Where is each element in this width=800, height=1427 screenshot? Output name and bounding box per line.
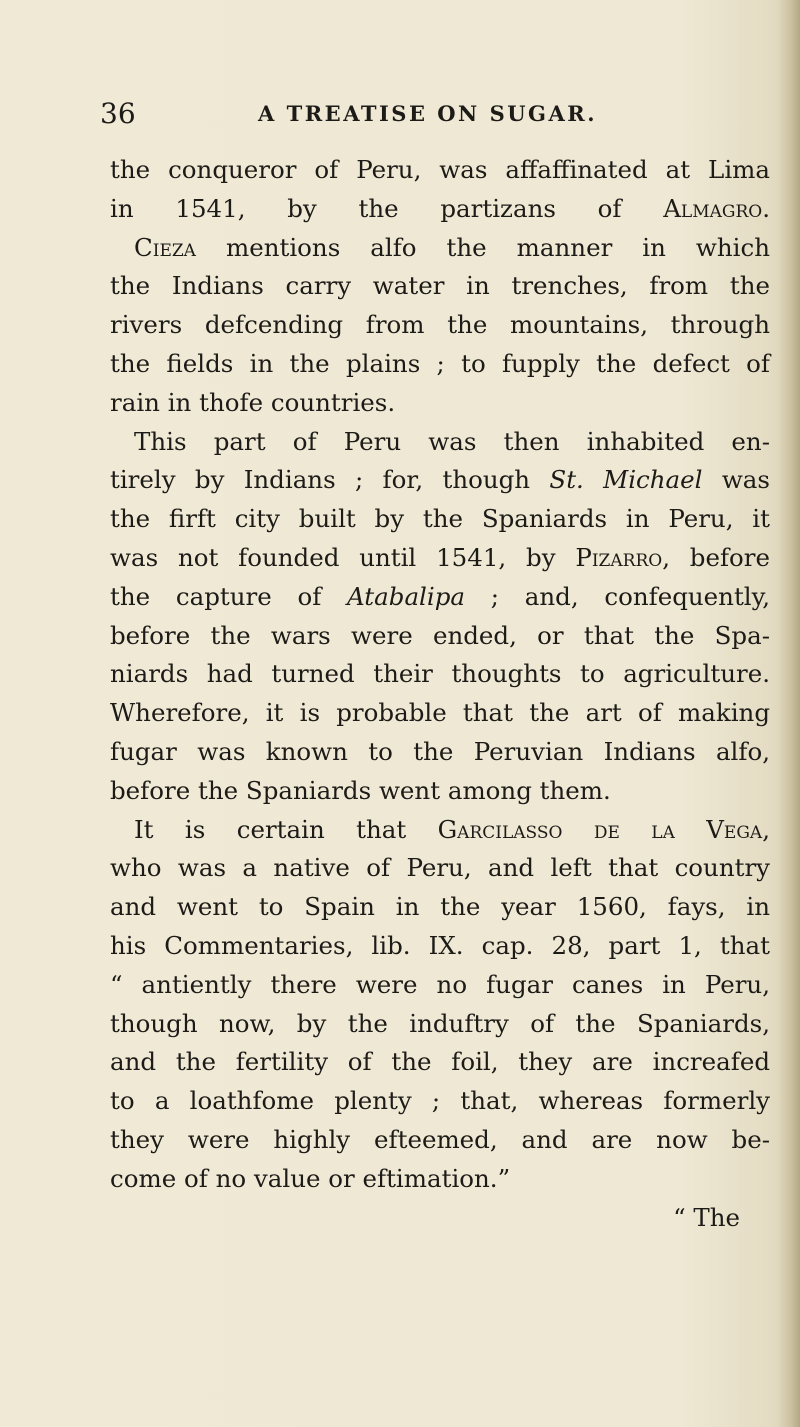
paragraph-start-line: It is certain that Garcilasso de la Vega, <box>134 814 771 844</box>
person-name-atabalipa: Atabalipa <box>347 581 466 611</box>
text-line: tirely by Indians ; for, though St. Michael was <box>110 465 770 495</box>
text-line: rivers defcending from the mountains, through <box>110 310 770 340</box>
text-line: they were highly efteemed, and are now be- <box>110 1124 770 1154</box>
text-line: “ antiently there were no fugar canes in Peru, <box>110 969 770 999</box>
catchword: “ The <box>673 1202 740 1232</box>
person-name-almagro: Almagro <box>663 193 763 223</box>
text-line: and went to Spain in the year 1560, fays, in <box>110 892 770 922</box>
text-line: his Commentaries, lib. IX. cap. 28, part 1, that <box>110 930 770 960</box>
text-line: to a loathfome plenty ; that, whereas formerly <box>110 1086 770 1116</box>
text-line: and the fertility of the foil, they are increafed <box>110 1047 770 1077</box>
place-name-st-michael: St. Michael <box>549 465 703 495</box>
text-line: before the Spaniards went among them. <box>110 775 611 805</box>
text-line: the fields in the plains ; to fupply the defect of <box>110 348 770 378</box>
text-line: before the wars were ended, or that the Spa- <box>110 620 770 650</box>
running-head <box>100 92 740 136</box>
text-line: rain in thofe countries. <box>110 387 396 417</box>
text-line: the Indians carry water in trenches, from the <box>110 271 770 301</box>
paragraph-start-line: Cieza mentions alfo the manner in which <box>134 232 770 262</box>
text-line: fugar was known to the Peruvian Indians alfo, <box>110 736 770 766</box>
person-name-cieza: Cieza <box>134 232 196 262</box>
text-line: though now, by the induftry of the Spaniards, <box>110 1008 770 1038</box>
text-line: niards had turned their thoughts to agriculture. <box>110 659 770 689</box>
text-line: the conqueror of Peru, was affaffinated at Lima <box>110 155 770 184</box>
person-name-pizarro: Pizarro <box>575 542 663 572</box>
text-line: the capture of Atabalipa ; and, confequently, <box>110 581 770 611</box>
page-edge-shadow <box>778 0 800 1427</box>
text-line: was not founded until 1541, by Pizarro, before <box>110 542 770 572</box>
text-line: come of no value or eftimation.” <box>110 1163 511 1193</box>
person-name-garcilasso: Garcilasso de la Vega <box>437 814 763 844</box>
running-head-title: A TREATISE ON SUGAR. <box>258 101 598 126</box>
body-text <box>110 151 770 1237</box>
text-line: Wherefore, it is probable that the art of making <box>110 698 770 728</box>
paragraph-start-line: This part of Peru was then inhabited en- <box>134 426 770 456</box>
text-line: the firft city built by the Spaniards in Peru, it <box>110 504 770 534</box>
text-line: in 1541, by the partizans of Almagro. <box>110 193 770 223</box>
text-line: who was a native of Peru, and left that country <box>110 853 770 883</box>
page-number: 36 <box>100 97 136 130</box>
